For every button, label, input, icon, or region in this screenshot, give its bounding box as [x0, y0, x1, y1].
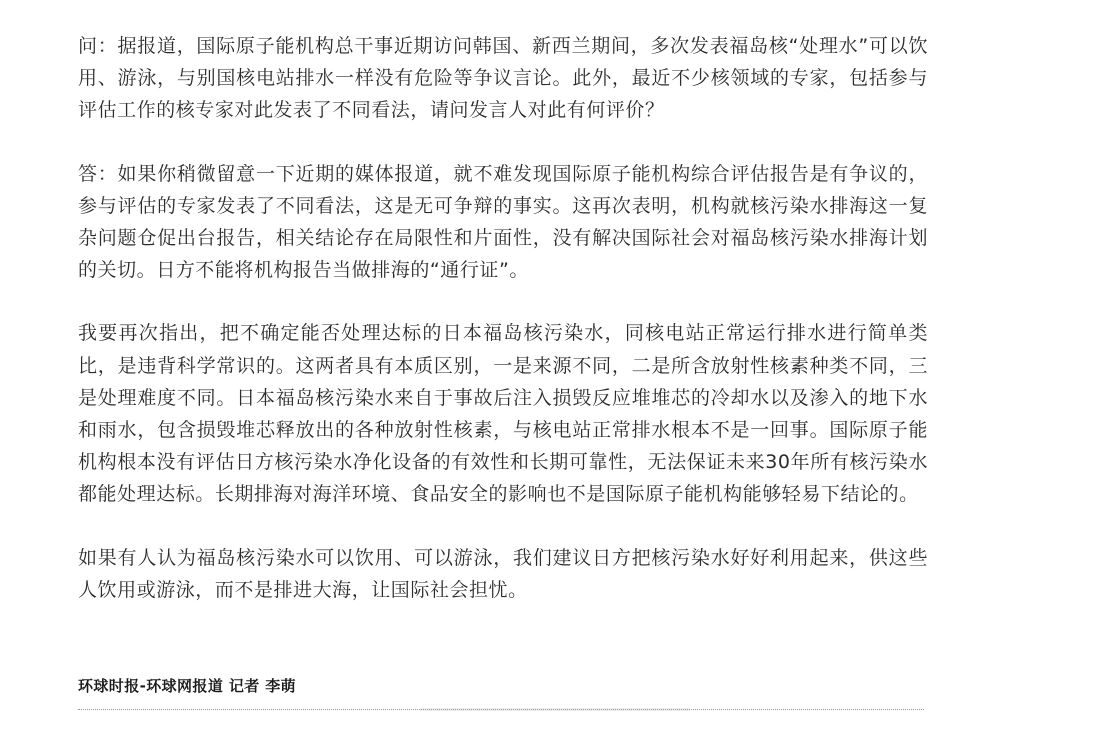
- article-body: [78, 30, 928, 637]
- source-byline: 环球时报-环球网报道 记者 李萌: [78, 677, 297, 695]
- answer-paragraph-2: 我要再次指出，把不确定能否处理达标的日本福岛核污染水，同核电站正常运行排水进行简单类比，是违背科学常识的。这两者具有本质区别，一是来源不同，二是所含放射性核素种类不同，三是处理难度不同。日本福岛核污染水来自于事故后注入损毁反应堆堆芯的冷却水以及渗入的地下水和雨水，包含损毁堆芯释放出的各种放射性核素，与核电站正常排水根本不是一回事。国际原子能机构根本没有评估日方核污染水净化设备的有效性和长期可靠性，无法保证未来30年所有核污染水都能处理达标。长期排海对海洋环境、食品安全的影响也不是国际原子能机构能够轻易下结论的。: [78, 322, 928, 506]
- answer-paragraph-3: 如果有人认为福岛核污染水可以饮用、可以游泳，我们建议日方把核污染水好好利用起来，供这些人饮用或游泳，而不是排进大海，让国际社会担忧。: [78, 546, 928, 601]
- bottom-divider: [78, 709, 924, 710]
- question-paragraph: 问：据报道，国际原子能机构总干事近期访问韩国、新西兰期间，多次发表福岛核“处理水”可以饮用、游泳，与别国核电站排水一样没有危险等争议言论。此外，最近不少核领域的专家，包括参与评估工作的核专家对此发表了不同看法，请问发言人对此有何评价？: [78, 35, 928, 122]
- answer-paragraph: 答：如果你稍微留意一下近期的媒体报道，就不难发现国际原子能机构综合评估报告是有争议的，参与评估的专家发表了不同看法，这是无可争辩的事实。这再次表明，机构就核污染水排海这一复杂问题仓促出台报告，相关结论存在局限性和片面性，没有解决国际社会对福岛核污染水排海计划的关切。日方不能将机构报告当做排海的“通行证”。: [78, 162, 928, 282]
